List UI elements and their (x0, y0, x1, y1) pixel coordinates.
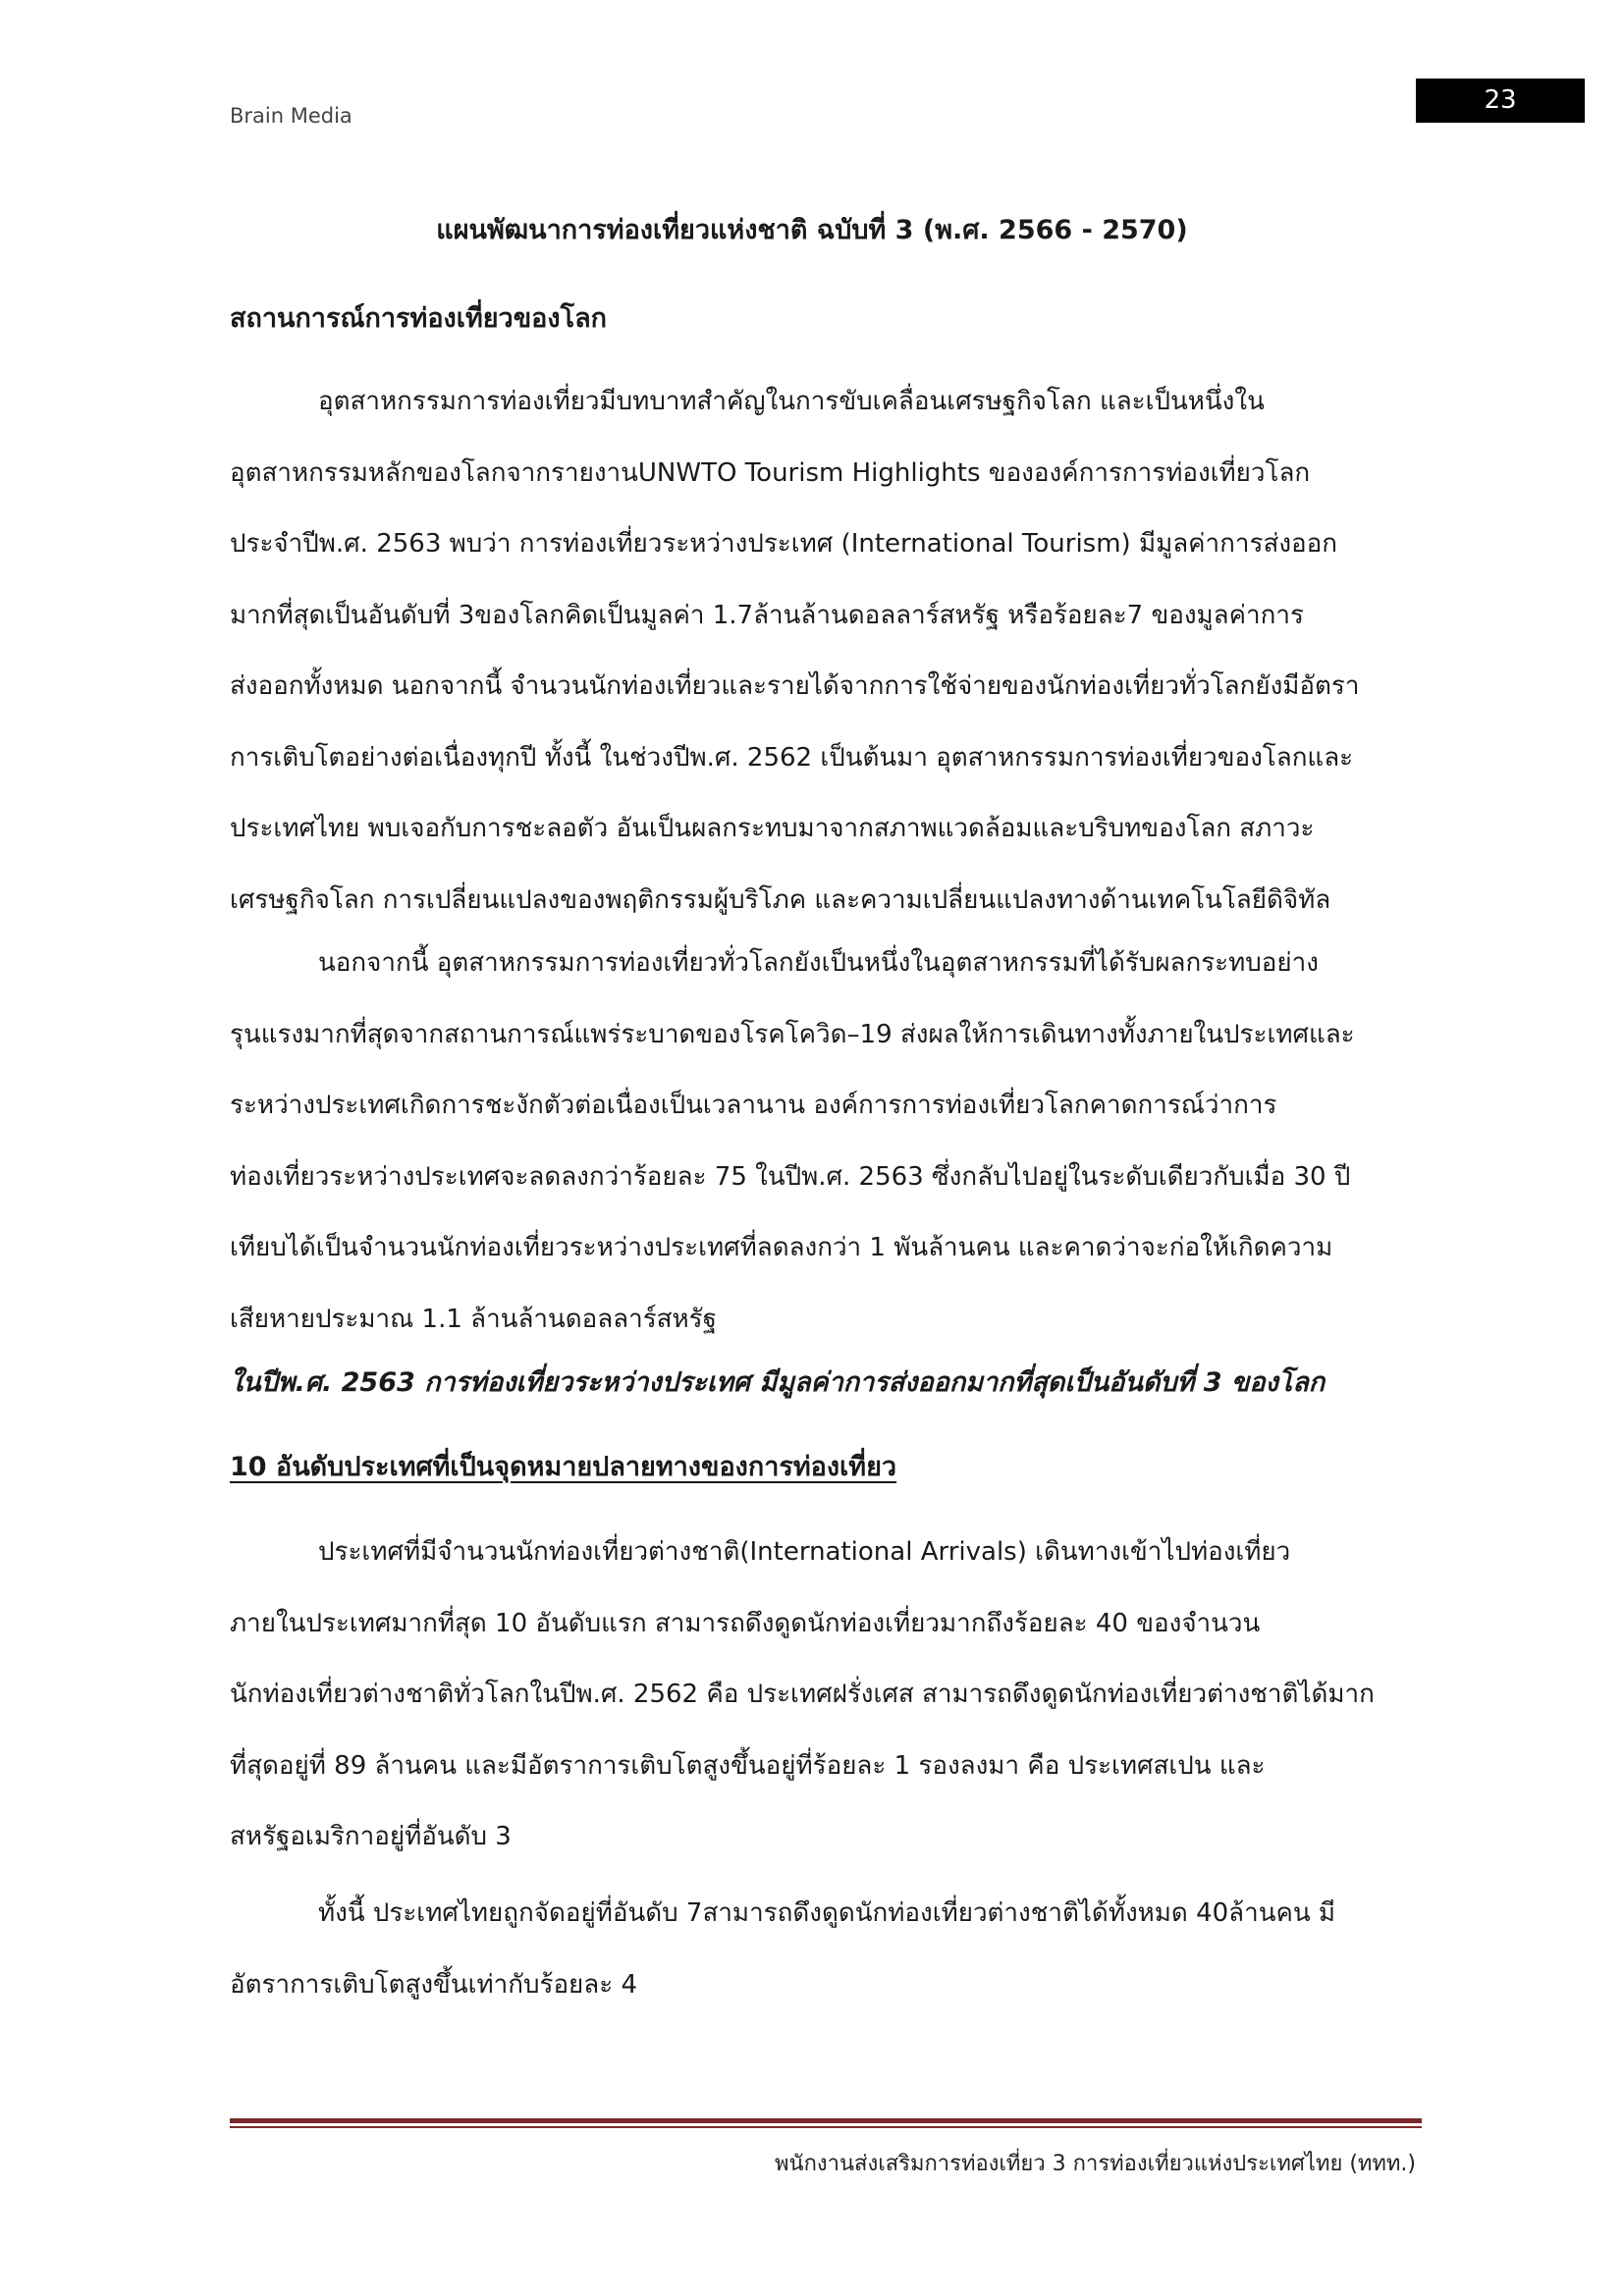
paragraph-line: ประเทศไทย พบเจอกับการชะลอตัว อันเป็นผลกระทบมาจากสภาพแวดล้อมและบริบทของโลก สภาวะ (230, 814, 1315, 843)
paragraph-line: รุนแรงมากที่สุดจากสถานการณ์แพร่ระบาดของโรคโควิด–19 ส่งผลให้การเดินทางทั้งภายในประเทศและ (230, 1020, 1355, 1049)
paragraph-line: สหรัฐอเมริกาอยู่ที่อันดับ 3 (230, 1822, 512, 1851)
paragraph-line: นอกจากนี้ อุตสาหกรรมการท่องเที่ยวทั่วโลกยังเป็นหนึ่งในอุตสาหกรรมที่ได้รับผลกระทบอย่าง (318, 948, 1319, 978)
highlight-statement: ในปีพ.ศ. 2563 การท่องเที่ยวระหว่างประเทศ มีมูลค่าการส่งออกมากที่สุดเป็นอันดับที่ 3 ของโลก (230, 1367, 1326, 1398)
page-title: แผนพัฒนาการท่องเที่ยวแห่งชาติ ฉบับที่ 3 (พ.ศ. 2566 - 2570) (436, 215, 1188, 245)
paragraph-line: มากที่สุดเป็นอันดับที่ 3ของโลกคิดเป็นมูลค่า 1.7ล้านล้านดอลลาร์สหรัฐ หรือร้อยละ7 ของมูลค่าการ (230, 601, 1304, 630)
paragraph-line: ประเทศที่มีจำนวนนักท่องเที่ยวต่างชาติ(International Arrivals) เดินทางเข้าไปท่องเที่ยว (318, 1537, 1291, 1567)
footer-divider (230, 2118, 1422, 2123)
paragraph-line: อัตราการเติบโตสูงขึ้นเท่ากับร้อยละ 4 (230, 1970, 637, 2000)
paragraph-line: การเติบโตอย่างต่อเนื่องทุกปี ทั้งนี้ ในช่วงปีพ.ศ. 2562 เป็นต้นมา อุตสาหกรรมการท่องเที่ยวของโลกและ (230, 743, 1354, 773)
paragraph-line: ภายในประเทศมากที่สุด 10 อันดับแรก สามารถดึงดูดนักท่องเที่ยวมากถึงร้อยละ 40 ของจำนวน (230, 1609, 1261, 1638)
paragraph-line: ที่สุดอยู่ที่ 89 ล้านคน และมีอัตราการเติบโตสูงขึ้นอยู่ที่ร้อยละ 1 รองลงมา คือ ประเทศสเปน และ (230, 1751, 1266, 1781)
footer-text: พนักงานส่งเสริมการท่องเที่ยว 3 การท่องเที่ยวแห่งประเทศไทย (ททท.) (775, 2152, 1416, 2176)
paragraph-line: ส่งออกทั้งหมด นอกจากนี้ จำนวนนักท่องเที่ยวและรายได้จากการใช้จ่ายของนักท่องเที่ยวทั่วโลกยังมีอัตรา (230, 671, 1360, 701)
paragraph-line: นักท่องเที่ยวต่างชาติทั่วโลกในปีพ.ศ. 2562 คือ ประเทศฝรั่งเศส สามารถดึงดูดนักท่องเที่ยวต่างชาติได้มาก (230, 1680, 1375, 1709)
page-number-badge: 23 (1416, 79, 1585, 123)
section-heading-world-tourism: สถานการณ์การท่องเที่ยวของโลก (230, 303, 607, 334)
paragraph-line: เสียหายประมาณ 1.1 ล้านล้านดอลลาร์สหรัฐ (230, 1305, 717, 1334)
paragraph-line: ทั้งนี้ ประเทศไทยถูกจัดอยู่ที่อันดับ 7สามารถดึงดูดนักท่องเที่ยวต่างชาติได้ทั้งหมด 40ล้านคน มี (318, 1898, 1336, 1928)
brand-label: Brain Media (230, 104, 352, 128)
paragraph-line: ประจำปีพ.ศ. 2563 พบว่า การท่องเที่ยวระหว่างประเทศ (International Tourism) มีมูลค่าการส่งออก (230, 529, 1337, 559)
paragraph-line: อุตสาหกรรมหลักของโลกจากรายงานUNWTO Tourism Highlights ขององค์การการท่องเที่ยวโลก (230, 458, 1311, 488)
section-heading-top10-destinations: 10 อันดับประเทศที่เป็นจุดหมายปลายทางของการท่องเที่ยว (230, 1452, 897, 1482)
paragraph-line: เศรษฐกิจโลก การเปลี่ยนแปลงของพฤติกรรมผู้บริโภค และความเปลี่ยนแปลงทางด้านเทคโนโลยีดิจิทัล (230, 885, 1331, 915)
paragraph-line: อุตสาหกรรมการท่องเที่ยวมีบทบาทสำคัญในการขับเคลื่อนเศรษฐกิจโลก และเป็นหนึ่งใน (318, 387, 1265, 416)
footer-divider-thin (230, 2126, 1422, 2128)
paragraph-line: ท่องเที่ยวระหว่างประเทศจะลดลงกว่าร้อยละ 75 ในปีพ.ศ. 2563 ซึ่งกลับไปอยู่ในระดับเดียวกับเมื่อ 30 ปี (230, 1162, 1351, 1192)
paragraph-line: เทียบได้เป็นจำนวนนักท่องเที่ยวระหว่างประเทศที่ลดลงกว่า 1 พันล้านคน และคาดว่าจะก่อให้เกิดความ (230, 1233, 1333, 1262)
paragraph-line: ระหว่างประเทศเกิดการชะงักตัวต่อเนื่องเป็นเวลานาน องค์การการท่องเที่ยวโลกคาดการณ์ว่าการ (230, 1091, 1277, 1120)
